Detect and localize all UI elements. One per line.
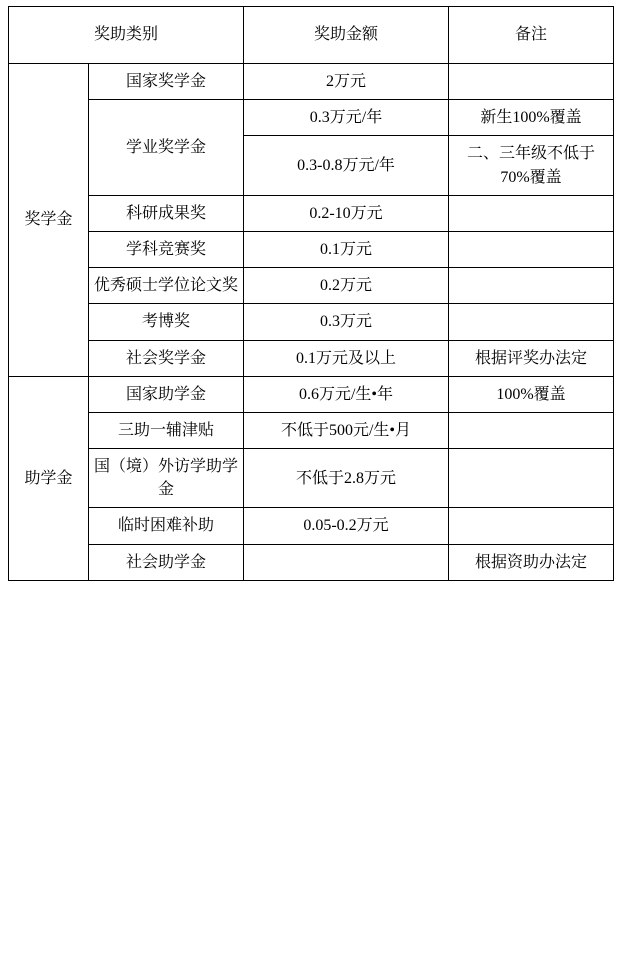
note-cell: [449, 195, 614, 231]
category-cell-grant: 助学金: [9, 376, 89, 580]
header-note: 备注: [449, 7, 614, 64]
note-cell: [449, 304, 614, 340]
note-cell: 100%覆盖: [449, 376, 614, 412]
note-cell: [449, 412, 614, 448]
amount-cell: 0.3-0.8万元/年: [244, 136, 449, 195]
table-row: [9, 376, 614, 412]
amount-cell: 0.2-10万元: [244, 195, 449, 231]
subcategory-cell: 优秀硕士学位论文奖: [89, 268, 244, 304]
subcategory-cell: 国（境）外访学助学金: [89, 449, 244, 508]
subcategory-cell: 学科竞赛奖: [89, 231, 244, 267]
amount-cell: 0.3万元: [244, 304, 449, 340]
award-scholarship-table: [8, 6, 614, 581]
subcategory-cell: 科研成果奖: [89, 195, 244, 231]
note-cell: 新生100%覆盖: [449, 100, 614, 136]
amount-cell: 0.1万元及以上: [244, 340, 449, 376]
table-body: [9, 64, 614, 581]
amount-cell: 0.1万元: [244, 231, 449, 267]
amount-cell: 0.6万元/生•年: [244, 376, 449, 412]
table-row: [9, 304, 614, 340]
amount-cell: 0.05-0.2万元: [244, 508, 449, 544]
subcategory-cell: 社会助学金: [89, 544, 244, 580]
subcategory-cell: 临时困难补助: [89, 508, 244, 544]
note-cell: [449, 268, 614, 304]
table-row: [9, 412, 614, 448]
subcategory-cell: 三助一辅津贴: [89, 412, 244, 448]
subcategory-cell: 学业奖学金: [89, 100, 244, 196]
table-row: [9, 508, 614, 544]
table-row: [9, 195, 614, 231]
table-row: [9, 340, 614, 376]
table-header: [9, 7, 614, 64]
amount-cell: 不低于2.8万元: [244, 449, 449, 508]
header-category: 奖助类别: [9, 7, 244, 64]
note-cell: 二、三年级不低于70%覆盖: [449, 136, 614, 195]
table-row: [9, 449, 614, 508]
subcategory-cell: 国家奖学金: [89, 64, 244, 100]
table-row: [9, 100, 614, 136]
amount-cell: 0.2万元: [244, 268, 449, 304]
table-row: [9, 64, 614, 100]
note-cell: [449, 231, 614, 267]
note-cell: 根据资助办法定: [449, 544, 614, 580]
amount-cell: 不低于500元/生•月: [244, 412, 449, 448]
subcategory-cell: 社会奖学金: [89, 340, 244, 376]
note-cell: 根据评奖办法定: [449, 340, 614, 376]
amount-cell: [244, 544, 449, 580]
subcategory-cell: 国家助学金: [89, 376, 244, 412]
note-cell: [449, 449, 614, 508]
table-row: [9, 544, 614, 580]
table-row: [9, 268, 614, 304]
table-row: [9, 231, 614, 267]
note-cell: [449, 508, 614, 544]
note-cell: [449, 64, 614, 100]
amount-cell: 0.3万元/年: [244, 100, 449, 136]
category-cell-scholarship: 奖学金: [9, 64, 89, 377]
amount-cell: 2万元: [244, 64, 449, 100]
header-amount: 奖助金额: [244, 7, 449, 64]
table-header-row: [9, 7, 614, 64]
subcategory-cell: 考博奖: [89, 304, 244, 340]
